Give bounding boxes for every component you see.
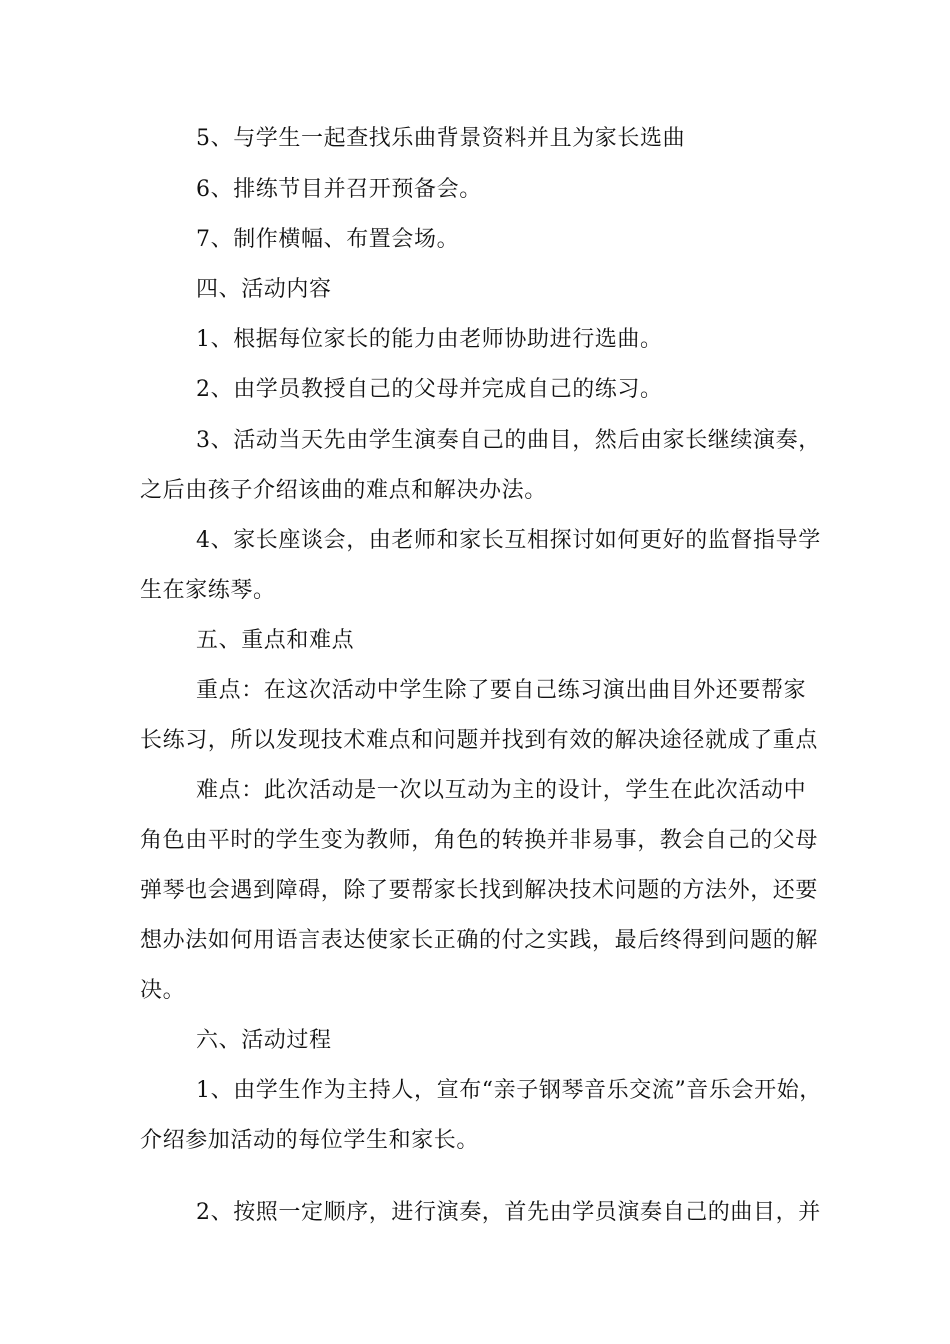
text-line-content-4: 4、家长座谈会，由老师和家长互相探讨如何更好的监督指导学 [196,528,821,553]
text-line-content-3: 3、活动当天先由学生演奏自己的曲目，然后由家长继续演奏， [196,428,821,453]
text-line-difficulty-cont-4: 决。 [140,978,186,1003]
text-line-process-2: 2、按照一定顺序，进行演奏，首先由学员演奏自己的曲目，并 [196,1200,821,1225]
text-line-process-1: 1、由学生作为主持人，宣布“亲子钢琴音乐交流”音乐会开始， [196,1078,822,1103]
text-line-content-1: 1、根据每位家长的能力由老师协助进行选曲。 [196,327,663,352]
text-line-key-point: 重点：在这次活动中学生除了要自己练习演出曲目外还要帮家 [196,678,807,703]
section-heading-activity-process: 六、活动过程 [196,1028,332,1053]
text-line-difficulty: 难点：此次活动是一次以互动为主的设计，学生在此次活动中 [196,778,807,803]
text-line-content-2: 2、由学员教授自己的父母并完成自己的练习。 [196,377,663,402]
text-line-difficulty-cont-2: 弹琴也会遇到障碍，除了要帮家长找到解决技术问题的方法外，还要 [140,878,819,903]
text-line-difficulty-cont-1: 角色由平时的学生变为教师，角色的转换并非易事，教会自己的父母 [140,828,819,853]
text-line-item-6: 6、排练节目并召开预备会。 [196,177,482,202]
text-line-key-point-cont: 长练习，所以发现技术难点和问题并找到有效的解决途径就成了重点 [140,728,819,753]
text-line-item-5: 5、与学生一起查找乐曲背景资料并且为家长选曲 [196,126,686,151]
section-heading-key-points: 五、重点和难点 [196,628,355,653]
text-line-content-3-cont: 之后由孩子介绍该曲的难点和解决办法。 [140,478,547,503]
text-line-item-7: 7、制作横幅、布置会场。 [196,227,460,252]
section-heading-activity-content: 四、活动内容 [196,277,332,302]
text-line-process-1-cont: 介绍参加活动的每位学生和家长。 [140,1128,480,1153]
text-line-difficulty-cont-3: 想办法如何用语言表达使家长正确的付之实践，最后终得到问题的解 [140,928,819,953]
text-line-content-4-cont: 生在家练琴。 [140,578,276,603]
